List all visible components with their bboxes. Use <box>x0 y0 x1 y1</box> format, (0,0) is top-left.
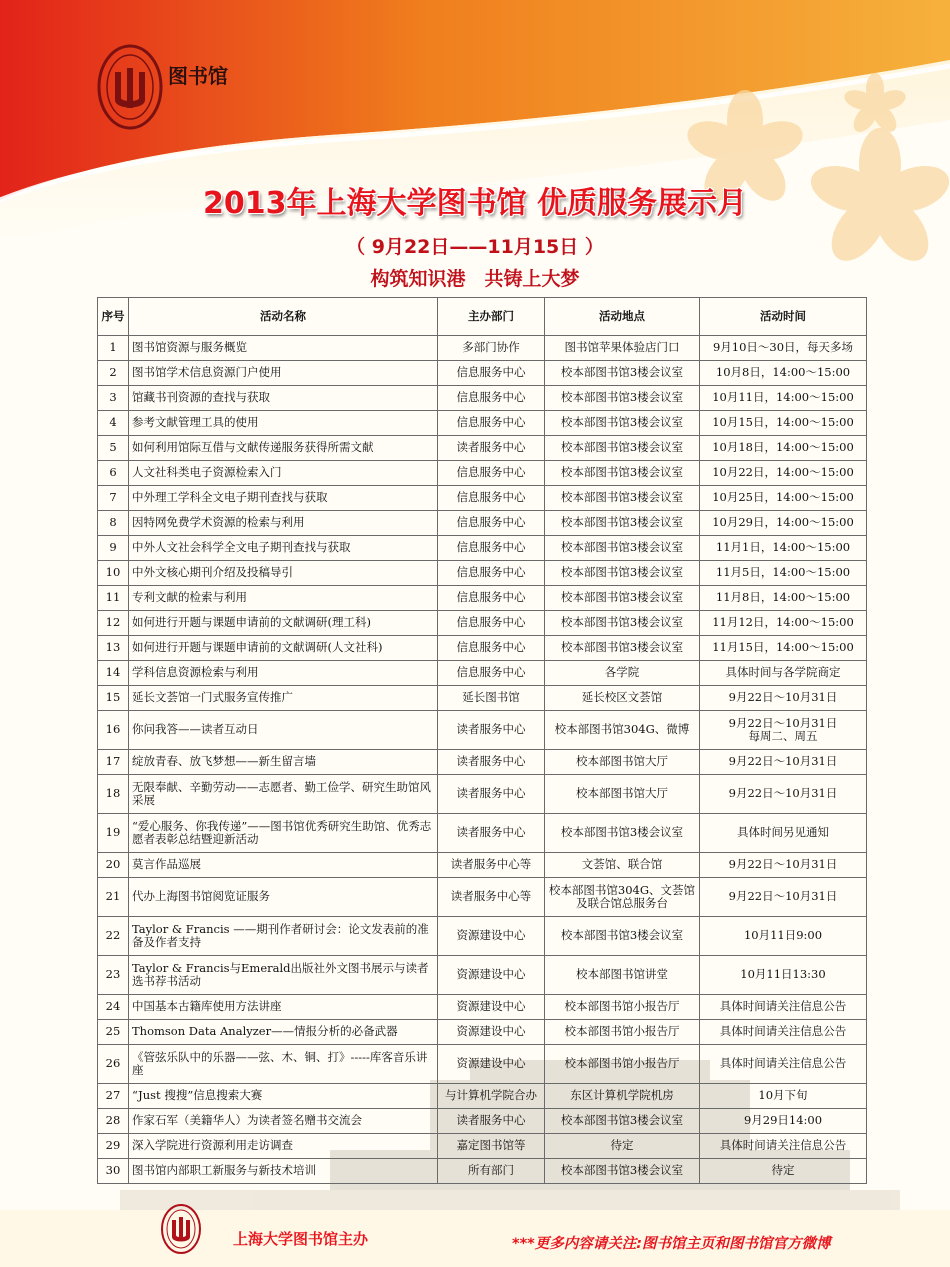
table-row <box>98 636 867 661</box>
table-row <box>98 461 867 486</box>
row-place: 校本部图书馆小报告厅 <box>545 1020 700 1045</box>
row-dept: 信息服务中心 <box>438 586 545 611</box>
row-time: 9月22日～10月31日 <box>728 715 838 730</box>
row-no: 25 <box>98 1020 129 1045</box>
row-dept: 读者服务中心 <box>438 750 545 775</box>
row-dept: 读者服务中心等 <box>438 878 545 917</box>
event-date-range: （ 9月22日——11月15日 ） <box>346 236 604 258</box>
row-no: 5 <box>98 436 129 461</box>
row-dept: 延长图书馆 <box>438 686 545 711</box>
row-time: 11月15日，14:00～15:00 <box>700 636 867 661</box>
row-name: 图书馆内部职工新服务与新技术培训 <box>129 1159 438 1184</box>
row-time: 具体时间请关注信息公告 <box>700 995 867 1020</box>
row-name: 参考文献管理工具的使用 <box>129 411 438 436</box>
row-place: 文荟馆、联合馆 <box>545 853 700 878</box>
university-seal-small-logo <box>160 1203 202 1255</box>
row-no: 3 <box>98 386 129 411</box>
library-logo-label: 图书馆 <box>168 64 228 88</box>
row-name: 图书馆学术信息资源门户使用 <box>129 361 438 386</box>
table-row <box>98 561 867 586</box>
row-no: 7 <box>98 486 129 511</box>
row-no: 1 <box>98 336 129 361</box>
row-time: 具体时间另见通知 <box>700 814 867 853</box>
row-dept: 信息服务中心 <box>438 386 545 411</box>
activity-schedule-table <box>97 297 867 1184</box>
column-header-dept: 主办部门 <box>438 298 545 336</box>
table-row <box>98 686 867 711</box>
row-no: 4 <box>98 411 129 436</box>
row-time: 10月18日，14:00～15:00 <box>700 436 867 461</box>
row-name: Taylor & Francis ——期刊作者研讨会：论文发表前的准备及作者支持 <box>129 917 438 956</box>
row-place: 延长校区文荟馆 <box>545 686 700 711</box>
row-time: 具体时间请关注信息公告 <box>700 1045 867 1084</box>
table-row <box>98 1134 867 1159</box>
row-no: 19 <box>98 814 129 853</box>
row-name: Taylor & Francis与Emerald出版社外文图书展示与读者选书荐书活动 <box>129 956 438 995</box>
row-dept: 读者服务中心等 <box>438 853 545 878</box>
row-name: 中外文核心期刊介绍及投稿导引 <box>129 561 438 586</box>
row-name: 中外理工学科全文电子期刊查找与获取 <box>129 486 438 511</box>
row-dept: 资源建设中心 <box>438 956 545 995</box>
table-row <box>98 1109 867 1134</box>
table-row <box>98 853 867 878</box>
row-dept: 信息服务中心 <box>438 461 545 486</box>
table-row <box>98 336 867 361</box>
row-no: 8 <box>98 511 129 536</box>
row-dept: 信息服务中心 <box>438 636 545 661</box>
row-time: 11月1日，14:00～15:00 <box>700 536 867 561</box>
row-place: 东区计算机学院机房 <box>545 1084 700 1109</box>
row-dept: 信息服务中心 <box>438 611 545 636</box>
row-place: 校本部图书馆3楼会议室 <box>545 636 700 661</box>
row-time: 9月22日～10月31日 <box>700 775 867 814</box>
row-place: 图书馆苹果体验店门口 <box>545 336 700 361</box>
table-row <box>98 436 867 461</box>
row-no: 13 <box>98 636 129 661</box>
row-time: 待定 <box>700 1159 867 1184</box>
row-dept: 信息服务中心 <box>438 661 545 686</box>
row-dept: 所有部门 <box>438 1159 545 1184</box>
row-place: 校本部图书馆3楼会议室 <box>545 917 700 956</box>
table-row <box>98 775 867 814</box>
row-place: 校本部图书馆3楼会议室 <box>545 436 700 461</box>
row-name: 你问我答——读者互动日 <box>129 711 438 750</box>
table-row <box>98 486 867 511</box>
row-time: 9月10日～30日，每天多场 <box>700 336 867 361</box>
row-time: 11月8日，14:00～15:00 <box>700 586 867 611</box>
table-row <box>98 995 867 1020</box>
row-no: 16 <box>98 711 129 750</box>
follow-text: 更多内容请关注:图书馆主页和图书馆官方微博 <box>534 1236 831 1252</box>
table-row <box>98 586 867 611</box>
row-place: 校本部图书馆3楼会议室 <box>545 1109 700 1134</box>
row-time: 10月下旬 <box>700 1084 867 1109</box>
row-name: 因特网免费学术资源的检索与利用 <box>129 511 438 536</box>
row-time: 具体时间请关注信息公告 <box>700 1020 867 1045</box>
table-row <box>98 956 867 995</box>
row-name: 馆藏书刊资源的查找与获取 <box>129 386 438 411</box>
row-dept: 信息服务中心 <box>438 486 545 511</box>
row-time: 9月22日～10月31日 <box>700 750 867 775</box>
row-no: 9 <box>98 536 129 561</box>
table-row <box>98 386 867 411</box>
row-time: 11月5日，14:00～15:00 <box>700 561 867 586</box>
row-time: 9月29日14:00 <box>700 1109 867 1134</box>
table-row <box>98 1020 867 1045</box>
row-name: 如何进行开题与课题申请前的文献调研(人文社科) <box>129 636 438 661</box>
column-header-time: 活动时间 <box>700 298 867 336</box>
row-dept: 资源建设中心 <box>438 1020 545 1045</box>
row-place: 待定 <box>545 1134 700 1159</box>
row-place: 各学院 <box>545 661 700 686</box>
row-time-multiline <box>700 711 867 750</box>
table-row <box>98 750 867 775</box>
row-place: 校本部图书馆3楼会议室 <box>545 411 700 436</box>
row-place: 校本部图书馆讲堂 <box>545 956 700 995</box>
row-time: 9月22日～10月31日 <box>700 878 867 917</box>
row-place: 校本部图书馆3楼会议室 <box>545 611 700 636</box>
row-dept: 读者服务中心 <box>438 814 545 853</box>
row-no: 22 <box>98 917 129 956</box>
row-dept: 嘉定图书馆等 <box>438 1134 545 1159</box>
row-place: 校本部图书馆3楼会议室 <box>545 536 700 561</box>
row-place: 校本部图书馆大厅 <box>545 750 700 775</box>
page-title: 2013年上海大学图书馆 优质服务展示月 <box>203 186 747 221</box>
slogan: 构筑知识港 共铸上大梦 <box>370 268 580 290</box>
row-name: 深入学院进行资源利用走访调查 <box>129 1134 438 1159</box>
row-no: 6 <box>98 461 129 486</box>
row-no: 15 <box>98 686 129 711</box>
row-place: 校本部图书馆3楼会议室 <box>545 386 700 411</box>
row-dept: 信息服务中心 <box>438 536 545 561</box>
row-no: 20 <box>98 853 129 878</box>
table-row <box>98 1159 867 1184</box>
row-no: 26 <box>98 1045 129 1084</box>
column-header-no: 序号 <box>98 298 129 336</box>
row-time: 10月15日，14:00～15:00 <box>700 411 867 436</box>
row-no: 17 <box>98 750 129 775</box>
row-no: 11 <box>98 586 129 611</box>
row-place: 校本部图书馆3楼会议室 <box>545 561 700 586</box>
row-no: 12 <box>98 611 129 636</box>
row-time: 10月8日，14:00～15:00 <box>700 361 867 386</box>
row-time: 9月22日～10月31日 <box>700 853 867 878</box>
row-time: 10月11日13:30 <box>700 956 867 995</box>
row-place: 校本部图书馆3楼会议室 <box>545 486 700 511</box>
table-row <box>98 1084 867 1109</box>
row-place: 校本部图书馆304G、微博 <box>545 711 700 750</box>
row-dept: 资源建设中心 <box>438 917 545 956</box>
sponsor-text: 上海大学图书馆主办 <box>233 1230 369 1248</box>
row-time: 10月29日，14:00～15:00 <box>700 511 867 536</box>
row-dept: 资源建设中心 <box>438 1045 545 1084</box>
column-header-name: 活动名称 <box>129 298 438 336</box>
row-time: 10月22日，14:00～15:00 <box>700 461 867 486</box>
row-dept: 多部门协作 <box>438 336 545 361</box>
row-place: 校本部图书馆小报告厅 <box>545 1045 700 1084</box>
row-name: 如何利用馆际互借与文献传递服务获得所需文献 <box>129 436 438 461</box>
row-time: 11月12日，14:00～15:00 <box>700 611 867 636</box>
table-row <box>98 411 867 436</box>
table-row <box>98 878 867 917</box>
table-row <box>98 814 867 853</box>
row-no: 24 <box>98 995 129 1020</box>
row-name: Thomson Data Analyzer——情报分析的必备武器 <box>129 1020 438 1045</box>
row-dept: 读者服务中心 <box>438 436 545 461</box>
row-no: 30 <box>98 1159 129 1184</box>
column-header-place: 活动地点 <box>545 298 700 336</box>
row-time: 10月11日9:00 <box>700 917 867 956</box>
row-name: 莫言作品巡展 <box>129 853 438 878</box>
row-no: 23 <box>98 956 129 995</box>
row-name: 延长文荟馆一门式服务宣传推广 <box>129 686 438 711</box>
row-name: 作家石军（美籍华人）为读者签名赠书交流会 <box>129 1109 438 1134</box>
row-dept: 信息服务中心 <box>438 561 545 586</box>
table-header-row <box>98 298 867 336</box>
table-row <box>98 1045 867 1084</box>
university-seal-logo <box>97 44 163 130</box>
row-name: 中外人文社会科学全文电子期刊查找与获取 <box>129 536 438 561</box>
table-row <box>98 711 867 750</box>
row-dept: 读者服务中心 <box>438 711 545 750</box>
table-row <box>98 511 867 536</box>
row-name: 人文社科类电子资源检索入门 <box>129 461 438 486</box>
row-dept: 读者服务中心 <box>438 775 545 814</box>
row-time: 10月11日，14:00～15:00 <box>700 386 867 411</box>
row-time: 具体时间与各学院商定 <box>700 661 867 686</box>
row-dept: 信息服务中心 <box>438 511 545 536</box>
row-name: “爱心服务、你我传递”——图书馆优秀研究生助馆、优秀志愿者表彰总结暨迎新活动 <box>129 814 438 853</box>
row-place: 校本部图书馆3楼会议室 <box>545 814 700 853</box>
row-place: 校本部图书馆304G、文荟馆及联合馆总服务台 <box>545 878 700 917</box>
row-name: 如何进行开题与课题申请前的文献调研(理工科) <box>129 611 438 636</box>
row-no: 29 <box>98 1134 129 1159</box>
table-row <box>98 611 867 636</box>
row-no: 27 <box>98 1084 129 1109</box>
row-place: 校本部图书馆3楼会议室 <box>545 361 700 386</box>
row-name: “Just 搜搜”信息搜索大赛 <box>129 1084 438 1109</box>
row-no: 21 <box>98 878 129 917</box>
table-row <box>98 361 867 386</box>
row-name: 学科信息资源检索与利用 <box>129 661 438 686</box>
row-name: 图书馆资源与服务概览 <box>129 336 438 361</box>
row-time: 10月25日，14:00～15:00 <box>700 486 867 511</box>
row-dept: 信息服务中心 <box>438 411 545 436</box>
row-dept: 与计算机学院合办 <box>438 1084 545 1109</box>
row-place: 校本部图书馆小报告厅 <box>545 995 700 1020</box>
table-row <box>98 536 867 561</box>
row-name: 绽放青春、放飞梦想——新生留言墙 <box>129 750 438 775</box>
row-place: 校本部图书馆大厅 <box>545 775 700 814</box>
table-row <box>98 917 867 956</box>
table-row <box>98 661 867 686</box>
row-no: 28 <box>98 1109 129 1134</box>
row-dept: 信息服务中心 <box>438 361 545 386</box>
row-name: 中国基本古籍库使用方法讲座 <box>129 995 438 1020</box>
row-name: 代办上海图书馆阅览证服务 <box>129 878 438 917</box>
row-name: 《管弦乐队中的乐器——弦、木、铜、打》-----库客音乐讲座 <box>129 1045 438 1084</box>
row-place: 校本部图书馆3楼会议室 <box>545 461 700 486</box>
stars-mark: *** <box>512 1236 535 1252</box>
follow-notice <box>512 1232 831 1253</box>
row-time: 9月22日～10月31日 <box>700 686 867 711</box>
row-dept: 读者服务中心 <box>438 1109 545 1134</box>
row-time-extra: 每周二、周五 <box>748 729 818 743</box>
row-name: 无限奉献、辛勤劳动——志愿者、勤工俭学、研究生助馆风采展 <box>129 775 438 814</box>
row-no: 10 <box>98 561 129 586</box>
row-place: 校本部图书馆3楼会议室 <box>545 1159 700 1184</box>
row-no: 14 <box>98 661 129 686</box>
row-no: 18 <box>98 775 129 814</box>
row-no: 2 <box>98 361 129 386</box>
row-place: 校本部图书馆3楼会议室 <box>545 511 700 536</box>
row-dept: 资源建设中心 <box>438 995 545 1020</box>
row-time: 具体时间请关注信息公告 <box>700 1134 867 1159</box>
row-name: 专利文献的检索与利用 <box>129 586 438 611</box>
row-place: 校本部图书馆3楼会议室 <box>545 586 700 611</box>
